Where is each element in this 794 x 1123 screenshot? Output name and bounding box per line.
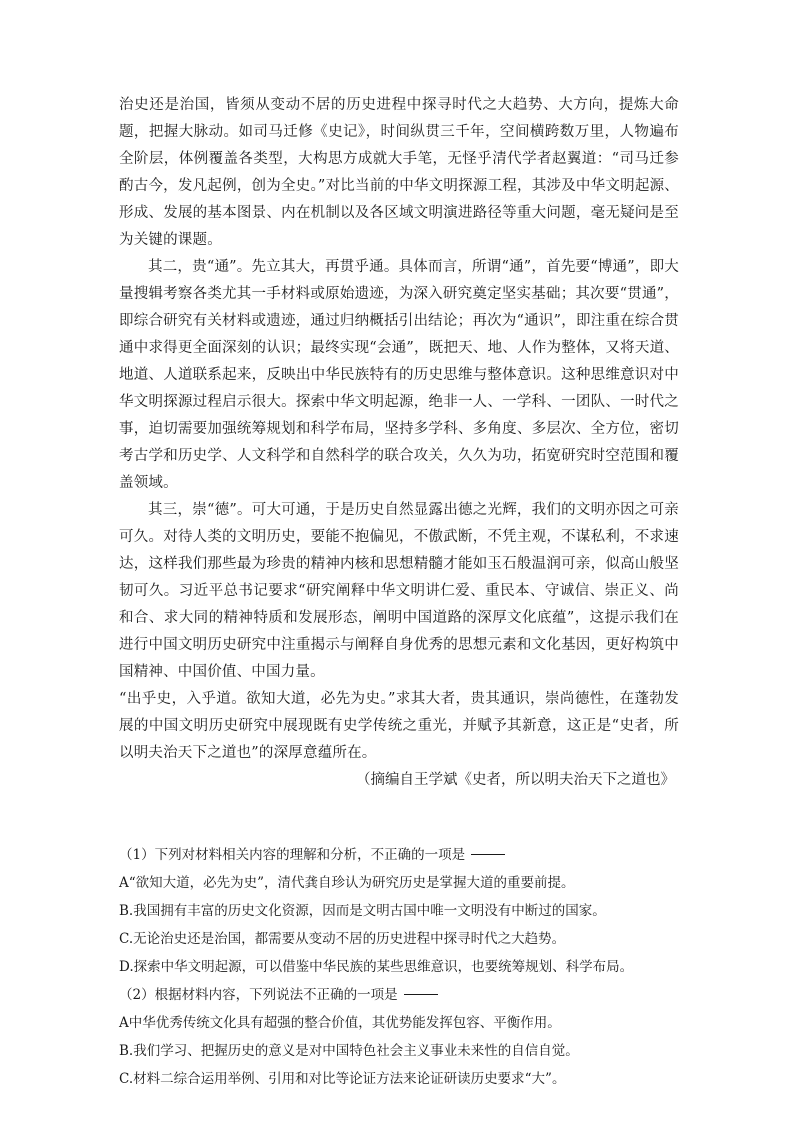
- question-1-stem: [119, 841, 679, 869]
- question-2-option-c: C.材料二综合运用举例、引用和对比等论证方法来论证研读历史要求“大”。: [119, 1071, 566, 1087]
- paragraph-conclusion: “出乎史，入乎道。欲知大道，必先为史。”求其大者，贵其通识，崇尚德性，在蓬勃发展的中国文明历史研究中展现既有史学传统之重光，并赋予其新意，这正是“史者，所以明夫治天下之道也”的深厚意蕴所在。: [119, 691, 679, 761]
- question-2-stem: [119, 981, 679, 1009]
- paragraph-de: 其三，崇“德”。可大可通，于是历史自然显露出德之光辉，我们的文明亦因之可亲可久。对待人类的文明历史，要能不抱偏见，不傲武断，不凭主观，不谋私利，不求速达，这样我们那些最为珍贵的精神内核和思想精髓才能如玉石般温润可亲，似高山般坚韧可久。习近平总书记要求“研究阐释中华文明讲仁爱、重民本、守诚信、崇正义、尚和合、求大同的精神特质和发展形态，阐明中国道路的深厚文化底蕴”，这提示我们在进行中国文明历史研究中注重揭示与阐释自身优秀的思想元素和文化基因，更好构筑中国精神、中国价值、中国力量。: [119, 502, 679, 680]
- question-2-option-a: A中华优秀传统文化具有超强的整合价值，其优势能发挥包容、平衡作用。: [119, 1015, 561, 1031]
- answer-blank: [471, 854, 505, 855]
- source-citation: （摘编自王学斌《史者，所以明夫治天下之道也》: [356, 772, 675, 788]
- question-1-option-d: D.探索中华文明起源，可以借鉴中华民族的某些思维意识，也要统筹规划、科学布局。: [119, 959, 634, 975]
- question-1-text: （1）下列对材料相关内容的理解和分析，不正确的一项是: [119, 847, 466, 863]
- document-page: [119, 92, 679, 1093]
- question-1-option-b: B.我国拥有丰富的历史文化资源，因而是文明古国中唯一文明没有中断过的国家。: [119, 903, 606, 919]
- paragraph-intro: 治史还是治国，皆须从变动不居的历史进程中探寻时代之大趋势、大方向，提炼大命题，把握大脉动。如司马迁修《史记》，时间纵贯三千年，空间横跨数万里，人物遍布全阶层，体例覆盖各类型，大构思方成就大手笔，无怪乎清代学者赵翼道：“司马迁参酌古今，发凡起例，创为全史。”对比当前的中华文明探源工程，其涉及中华文明起源、形成、发展的基本图景、内在机制以及各区域文明演进路径等重大问题，毫无疑问是至为关键的课题。: [119, 97, 679, 248]
- question-2-text: （2）根据材料内容，下列说法不正确的一项是: [119, 987, 398, 1003]
- question-1-option-a: A“欲知大道，必先为史”，清代龚自珍认为研究历史是掌握大道的重要前提。: [119, 875, 575, 891]
- paragraph-tong: 其二，贵“通”。先立其大，再贯乎通。具体而言，所谓“通”，首先要“博通”，即大量搜辑考察各类尤其一手材料或原始遗迹，为深入研究奠定坚实基础；其次要“贯通”，即综合研究有关材料或遗迹，通过归纳概括引出结论；再次为“通识”，即注重在综合贯通中求得更全面深刻的认识；最终实现“会通”，既把天、地、人作为整体，又将天道、地道、人道联系起来，反映出中华民族特有的历史思维与整体意识。这种思维意识对中华文明探源过程启示很大。探索中华文明起源，绝非一人、一学科、一团队、一时代之事，迫切需要加强统筹规划和科学布局，坚持多学科、多角度、多层次、全方位，密切考古学和历史学、人文科学和自然科学的联合攻关，久久为功，拓宽研究时空范围和覆盖领域。: [119, 259, 679, 491]
- question-1-option-c: C.无论治史还是治国，都需要从变动不居的历史进程中探寻时代之大趋势。: [119, 931, 566, 947]
- question-2-option-b: B.我们学习、把握历史的意义是对中国特色社会主义事业未来性的自信自觉。: [119, 1043, 579, 1059]
- answer-blank: [404, 994, 438, 995]
- question-list: [119, 841, 679, 1093]
